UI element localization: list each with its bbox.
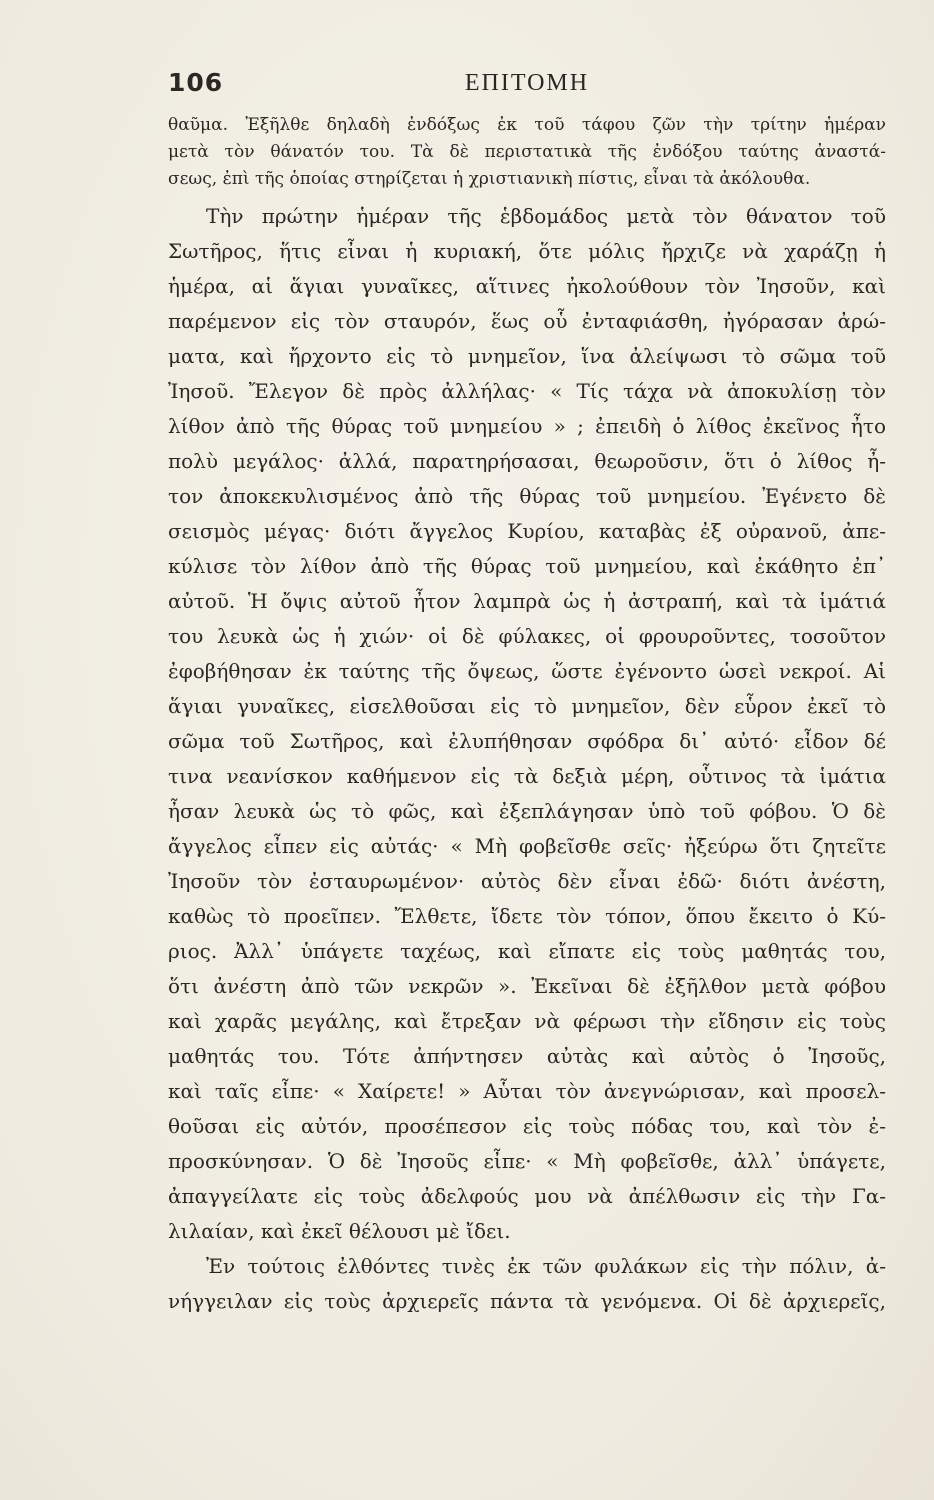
text-line: αὐτοῦ. Ἡ ὄψις αὐτοῦ ἦτον λαμπρὰ ὡς ἡ ἀστραπή, καὶ τὰ ἱμάτιά [168,589,886,613]
text-line: κύλισε τὸν λίθον ἀπὸ τῆς θύρας τοῦ μνημείου, καὶ ἐκάθητο ἐπ᾽ [168,554,886,578]
text-line: καὶ ταῖς εἶπε· « Χαίρετε! » Αὗται τὸν ἀνεγνώρισαν, καὶ προσελ- [168,1079,886,1103]
text-line: ἅγιαι γυναῖκες, εἰσελθοῦσαι εἰς τὸ μνημεῖον, δὲν εὗρον ἐκεῖ τὸ [168,694,886,718]
page-header [168,68,886,108]
text-line: σῶμα τοῦ Σωτῆρος, καὶ ἐλυπήθησαν σφόδρα δι᾽ αὐτό· εἶδον δέ [168,729,886,753]
text-line: παρέμενον εἰς τὸν σταυρόν, ἕως οὗ ἐνταφιάσθη, ἠγόρασαν ἀρώ- [168,309,886,333]
text-line: ριος. Ἀλλ᾽ ὑπάγετε ταχέως, καὶ εἴπατε εἰς τοὺς μαθητάς του, [168,939,886,963]
text-line: Ἰησοῦν τὸν ἐσταυρωμένον· αὐτὸς δὲν εἶναι ἐδῶ· διότι ἀνέστη, [168,869,886,893]
text-line: νήγγειλαν εἰς τοὺς ἀρχιερεῖς πάντα τὰ γενόμενα. Οἱ δὲ ἀρχιερεῖς, [168,1289,886,1313]
last-paragraph [168,1249,886,1319]
intro-paragraph [168,112,886,193]
text-line: πολὺ μεγάλος· ἀλλά, παρατηρήσασαι, θεωροῦσιν, ὅτι ὁ λίθος ἦ- [168,449,886,473]
page-number: 106 [168,68,224,97]
main-paragraph [168,199,886,1249]
text-line: λιλαίαν, καὶ ἐκεῖ θέλουσι μὲ ἴδει. [168,1219,511,1243]
text-line: ἦσαν λευκὰ ὡς τὸ φῶς, καὶ ἐξεπλάγησαν ὑπὸ τοῦ φόβου. Ὁ δὲ [168,799,886,823]
text-line: του λευκὰ ὡς ἡ χιών· οἱ δὲ φύλακες, οἱ φρουροῦντες, τοσοῦτον [168,624,886,648]
text-line: ἄγγελος εἶπεν εἰς αὐτάς· « Μὴ φοβεῖσθε σεῖς· ἠξεύρω ὅτι ζητεῖτε [168,834,886,858]
text-line: καθὼς τὸ προεῖπεν. Ἔλθετε, ἴδετε τὸν τόπον, ὅπου ἔκειτο ὁ Κύ- [168,904,886,928]
text-line: μαθητάς του. Τότε ἀπήντησεν αὐτὰς καὶ αὐτὸς ὁ Ἰησοῦς, [168,1044,886,1068]
text-line: σεισμὸς μέγας· διότι ἄγγελος Κυρίου, καταβὰς ἐξ οὐρανοῦ, ἀπε- [168,519,886,543]
text-line: καὶ χαρᾶς μεγάλης, καὶ ἔτρεξαν νὰ φέρωσι τὴν εἴδησιν εἰς τοὺς [168,1009,886,1033]
text-line: Ἐν τούτοις ἐλθόντες τινὲς ἐκ τῶν φυλάκων εἰς τὴν πόλιν, ἀ- [206,1254,886,1278]
text-line: ἐφοβήθησαν ἐκ ταύτης τῆς ὄψεως, ὥστε ἐγένοντο ὡσεὶ νεκροί. Αἱ [168,659,886,683]
text-line: προσκύνησαν. Ὁ δὲ Ἰησοῦς εἶπε· « Μὴ φοβεῖσθε, ἀλλ᾽ ὑπάγετε, [168,1149,886,1173]
text-line: μετὰ τὸν θάνατόν του. Τὰ δὲ περιστατικὰ τῆς ἐνδόξου ταύτης ἀναστά- [168,142,886,162]
text-line: λίθον ἀπὸ τῆς θύρας τοῦ μνημείου » ; ἐπειδὴ ὁ λίθος ἐκεῖνος ἦτο [168,414,886,438]
text-line: ἀπαγγείλατε εἰς τοὺς ἀδελφούς μου νὰ ἀπέλθωσιν εἰς τὴν Γα- [168,1184,886,1208]
text-line: θοῦσαι εἰς αὐτόν, προσέπεσον εἰς τοὺς πόδας του, καὶ τὸν ἐ- [168,1114,886,1138]
text-line: ἡμέρα, αἱ ἅγιαι γυναῖκες, αἵτινες ἠκολούθουν τὸν Ἰησοῦν, καὶ [168,274,886,298]
text-line: ματα, καὶ ἤρχοντο εἰς τὸ μνημεῖον, ἵνα ἀλείψωσι τὸ σῶμα τοῦ [168,344,886,368]
running-title: ΕΠΙΤΟΜΗ [464,70,590,96]
text-line: ὅτι ἀνέστη ἀπὸ τῶν νεκρῶν ». Ἐκεῖναι δὲ ἐξῆλθον μετὰ φόβου [168,974,886,998]
text-line: θαῦμα. Ἐξῆλθε δηλαδὴ ἐνδόξως ἐκ τοῦ τάφου ζῶν τὴν τρίτην ἡμέραν [168,115,886,135]
text-line: σεως, ἐπὶ τῆς ὁποίας στηρίζεται ἡ χριστιανικὴ πίστις, εἶναι τὰ ἀκόλουθα. [168,169,811,189]
body-text [168,112,886,1319]
text-line: τινα νεανίσκον καθήμενον εἰς τὰ δεξιὰ μέρη, οὗτινος τὰ ἱμάτια [168,764,886,788]
text-line: Ἰησοῦ. Ἔλεγον δὲ πρὸς ἀλλήλας· « Τίς τάχα νὰ ἀποκυλίσῃ τὸν [168,379,886,403]
text-line: Σωτῆρος, ἥτις εἶναι ἡ κυριακή, ὅτε μόλις ἤρχιζε νὰ χαράζῃ ἡ [168,239,886,263]
text-line: τον ἀποκεκυλισμένος ἀπὸ τῆς θύρας τοῦ μνημείου. Ἐγένετο δὲ [168,484,886,508]
text-line: Τὴν πρώτην ἡμέραν τῆς ἑβδομάδος μετὰ τὸν θάνατον τοῦ [206,204,886,228]
